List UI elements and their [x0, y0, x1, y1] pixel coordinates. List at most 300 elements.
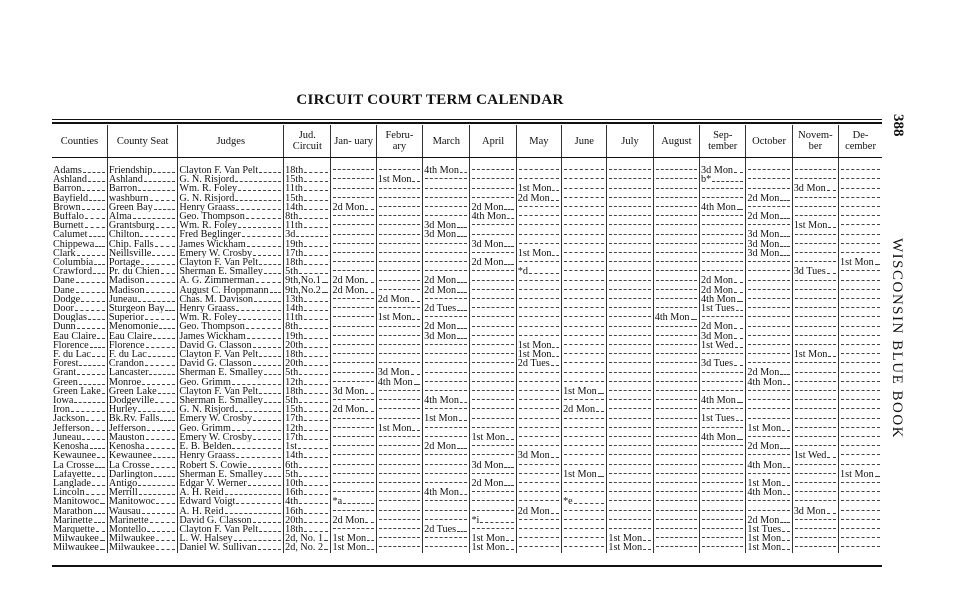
leader-dots — [748, 178, 789, 179]
term-cell — [746, 203, 792, 212]
leader-dots — [94, 513, 105, 514]
leader-dots — [236, 209, 281, 210]
bottom-rule — [52, 565, 882, 567]
leader-dots — [564, 546, 604, 547]
term-cell — [423, 378, 470, 387]
leader-dots — [82, 439, 105, 440]
term-cell — [562, 267, 607, 276]
circuit-cell — [284, 295, 331, 304]
cell-text: 2d Mon — [332, 285, 365, 295]
leader-dots — [379, 280, 420, 281]
term-cell — [839, 158, 882, 176]
leader-dots — [748, 280, 789, 281]
term-cell — [562, 350, 607, 359]
leader-dots — [609, 381, 650, 382]
leader-dots — [425, 482, 467, 483]
leader-dots — [253, 365, 282, 366]
term-cell — [607, 451, 653, 460]
leader-dots — [365, 292, 373, 293]
county-cell — [52, 433, 107, 442]
cell-text: 3d Mon — [517, 451, 550, 461]
cell-text: 2d Mon — [747, 212, 780, 222]
term-cell — [700, 387, 746, 396]
leader-dots — [519, 491, 559, 492]
term-cell — [700, 194, 746, 203]
term-cell — [607, 433, 653, 442]
leader-dots — [304, 430, 328, 431]
judge-cell — [178, 507, 284, 516]
circuit-cell — [284, 534, 331, 543]
leader-dots — [304, 411, 328, 412]
county-cell — [52, 488, 107, 497]
term-cell — [653, 332, 699, 341]
leader-dots — [153, 457, 176, 458]
county-cell — [52, 249, 107, 258]
cell-text: 1st — [285, 442, 298, 452]
term-cell — [700, 258, 746, 267]
term-cell — [516, 341, 561, 350]
term-cell — [376, 507, 422, 516]
leader-dots — [379, 215, 420, 216]
term-cell — [839, 249, 882, 258]
leader-dots — [379, 519, 420, 520]
leader-dots — [841, 234, 880, 235]
term-cell — [562, 461, 607, 470]
term-cell — [792, 350, 838, 359]
term-cell — [331, 350, 376, 359]
term-cell — [700, 405, 746, 414]
term-cell — [839, 497, 882, 506]
term-cell — [376, 405, 422, 414]
leader-dots — [656, 464, 697, 465]
leader-dots — [609, 344, 650, 345]
cell-text: Clayton F. Van Pelt — [179, 165, 259, 176]
leader-dots — [156, 503, 175, 504]
cell-text: F. du Lac — [108, 350, 147, 360]
leader-dots — [795, 372, 836, 373]
leader-dots — [504, 246, 513, 247]
cell-text: 4th Mon — [424, 488, 459, 498]
cell-text: Geo. Thompson — [179, 322, 245, 332]
term-cell — [423, 194, 470, 203]
cell-text: A. G. Zimmerman — [179, 276, 255, 286]
term-cell — [376, 479, 422, 488]
cell-text: 2d Mon — [747, 193, 780, 203]
cell-text: 3d Mon — [377, 368, 410, 378]
leader-dots — [333, 270, 373, 271]
leader-dots — [304, 246, 328, 247]
leader-dots — [304, 181, 328, 182]
cell-text: 3d Mon — [701, 165, 734, 176]
table-row — [52, 433, 882, 442]
term-cell — [516, 194, 561, 203]
term-cell — [516, 516, 561, 525]
leader-dots — [425, 454, 467, 455]
term-cell — [653, 461, 699, 470]
leader-dots — [656, 234, 697, 235]
cell-text: 18th — [285, 524, 304, 535]
term-cell — [839, 258, 882, 267]
leader-dots — [299, 467, 328, 468]
cell-text: 2d Mon — [332, 405, 365, 415]
column-header: Counties — [52, 125, 107, 158]
term-cell — [423, 249, 470, 258]
cell-text: 12th — [285, 423, 304, 433]
leader-dots — [519, 399, 559, 400]
leader-dots — [333, 243, 373, 244]
leader-dots — [609, 399, 650, 400]
circuit-cell — [284, 507, 331, 516]
term-cell — [653, 543, 699, 552]
term-cell — [331, 267, 376, 276]
leader-dots — [529, 273, 559, 274]
term-cell — [376, 258, 422, 267]
term-cell — [792, 286, 838, 295]
leader-dots — [150, 522, 176, 523]
leader-dots — [299, 402, 328, 403]
leader-dots — [472, 188, 513, 189]
county-cell — [52, 276, 107, 285]
term-cell — [331, 497, 376, 506]
term-cell — [792, 424, 838, 433]
term-cell — [792, 304, 838, 313]
term-cell — [423, 212, 470, 221]
county-cell — [52, 203, 107, 212]
page-title: CIRCUIT COURT TERM CALENDAR — [296, 92, 564, 108]
county-seat-cell — [107, 479, 178, 488]
term-cell — [839, 368, 882, 377]
leader-dots — [333, 510, 373, 511]
term-cell — [700, 414, 746, 423]
cell-text: Bk.Rv. Falls — [108, 414, 160, 424]
column-header: October — [746, 125, 792, 158]
cell-text: Door — [53, 304, 74, 314]
term-cell — [516, 212, 561, 221]
term-cell — [376, 194, 422, 203]
leader-dots — [425, 362, 467, 363]
leader-dots — [519, 307, 559, 308]
county-seat-cell — [107, 451, 178, 460]
leader-dots — [248, 485, 281, 486]
term-cell — [516, 497, 561, 506]
term-cell — [470, 387, 516, 396]
cell-text: 3d Mon — [701, 331, 734, 341]
cell-text: 20th — [285, 359, 304, 369]
term-cell — [839, 175, 882, 184]
term-cell — [839, 424, 882, 433]
leader-dots — [795, 178, 836, 179]
county-cell — [52, 368, 107, 377]
leader-dots — [875, 476, 880, 477]
term-cell — [376, 350, 422, 359]
leader-dots — [457, 282, 467, 283]
leader-dots — [411, 301, 420, 302]
circuit-cell — [284, 304, 331, 313]
term-cell — [746, 497, 792, 506]
term-cell — [562, 442, 607, 451]
leader-dots — [82, 190, 105, 191]
leader-dots — [296, 236, 328, 237]
cell-text: 1st Mon — [793, 350, 828, 360]
cell-text: James Wickham — [179, 331, 246, 341]
leader-dots — [247, 338, 281, 339]
cell-text: 4th Mon — [471, 212, 507, 222]
cell-text: Grantsburg — [108, 221, 155, 231]
leader-dots — [782, 549, 790, 550]
term-cell — [653, 451, 699, 460]
leader-dots — [333, 372, 373, 373]
cell-text: 5th — [285, 396, 299, 406]
term-cell — [470, 442, 516, 451]
leader-dots — [656, 326, 697, 327]
term-cell — [607, 175, 653, 184]
cell-text: 1st Mon — [608, 543, 643, 553]
leader-dots — [564, 316, 604, 317]
leader-dots — [146, 347, 176, 348]
leader-dots — [472, 418, 513, 419]
leader-dots — [83, 172, 105, 173]
term-cell — [562, 451, 607, 460]
term-cell — [700, 249, 746, 258]
term-cell — [607, 230, 653, 239]
term-cell — [607, 341, 653, 350]
leader-dots — [795, 326, 836, 327]
county-cell — [52, 230, 107, 239]
leader-dots — [748, 408, 789, 409]
term-cell — [516, 461, 561, 470]
term-cell — [562, 488, 607, 497]
leader-dots — [519, 206, 559, 207]
leader-dots — [782, 485, 790, 486]
term-cell — [562, 286, 607, 295]
term-cell — [331, 230, 376, 239]
leader-dots — [379, 261, 420, 262]
term-cell — [423, 286, 470, 295]
cell-text: Geo. Thompson — [179, 212, 245, 222]
leader-dots — [75, 310, 105, 311]
county-seat-cell — [107, 497, 178, 506]
cell-text: 1st Mon — [563, 469, 597, 479]
leader-dots — [841, 353, 880, 354]
leader-dots — [841, 307, 880, 308]
term-cell — [607, 461, 653, 470]
circuit-cell — [284, 184, 331, 193]
term-cell — [839, 276, 882, 285]
table-row — [52, 304, 882, 313]
cell-text: Kenosha — [53, 442, 89, 452]
term-cell — [470, 350, 516, 359]
leader-dots — [425, 537, 467, 538]
leader-dots — [100, 503, 104, 504]
leader-dots — [841, 188, 880, 189]
judge-cell — [178, 378, 284, 387]
term-cell — [792, 341, 838, 350]
term-cell — [839, 286, 882, 295]
cell-text: 1st Mon — [471, 543, 506, 553]
circuit-cell — [284, 470, 331, 479]
cell-text: Edgar V. Werner — [179, 478, 247, 489]
leader-dots — [97, 338, 105, 339]
leader-dots — [519, 178, 559, 179]
leader-dots — [472, 372, 513, 373]
leader-dots — [94, 522, 105, 523]
cell-text: Bayfield — [53, 193, 89, 203]
term-cell — [331, 295, 376, 304]
cell-text: Green Bay — [108, 202, 153, 213]
leader-dots — [379, 188, 420, 189]
cell-text: Eau Claire — [108, 331, 153, 341]
term-cell — [376, 387, 422, 396]
cell-text: 18th — [285, 386, 304, 397]
term-cell — [700, 378, 746, 387]
leader-dots — [472, 316, 513, 317]
leader-dots — [609, 482, 650, 483]
leader-dots — [153, 338, 175, 339]
leader-dots — [841, 289, 880, 290]
leader-dots — [748, 500, 789, 501]
county-seat-cell — [107, 184, 178, 193]
leader-dots — [519, 381, 559, 382]
leader-dots — [748, 473, 789, 474]
cell-text: E. B. Belden — [179, 442, 232, 452]
term-cell — [839, 433, 882, 442]
leader-dots — [379, 169, 420, 170]
judge-cell — [178, 497, 284, 506]
leader-dots — [748, 353, 789, 354]
cell-text: *a — [332, 497, 343, 507]
leader-dots — [702, 197, 743, 198]
county-cell — [52, 525, 107, 534]
leader-dots — [795, 546, 836, 547]
cell-text: 13th — [285, 294, 304, 305]
leader-dots — [304, 439, 328, 440]
term-cell — [792, 332, 838, 341]
cell-text: 3d — [285, 230, 296, 240]
cell-text: Juneau — [108, 294, 138, 305]
leader-dots — [333, 353, 373, 354]
term-cell — [700, 516, 746, 525]
leader-dots — [333, 178, 373, 179]
term-cell — [376, 488, 422, 497]
leader-dots — [609, 261, 650, 262]
leader-dots — [304, 485, 328, 486]
term-cell — [607, 249, 653, 258]
cell-text: G. N. Risjord — [179, 405, 235, 415]
cell-text: Iron — [53, 405, 70, 415]
term-cell — [470, 461, 516, 470]
county-seat-cell — [107, 203, 178, 212]
leader-dots — [795, 473, 836, 474]
cell-text: Kewaunee — [53, 451, 96, 461]
judge-cell — [178, 543, 284, 552]
county-cell — [52, 267, 107, 276]
cell-text: 11th — [285, 184, 303, 194]
term-cell — [331, 175, 376, 184]
term-cell — [331, 332, 376, 341]
term-cell — [376, 359, 422, 368]
term-cell — [700, 203, 746, 212]
term-cell — [423, 534, 470, 543]
county-seat-cell — [107, 194, 178, 203]
leader-dots — [425, 436, 467, 437]
leader-dots — [379, 390, 420, 391]
term-cell — [516, 332, 561, 341]
term-cell — [700, 313, 746, 322]
term-cell — [746, 479, 792, 488]
term-cell — [746, 461, 792, 470]
term-cell — [607, 470, 653, 479]
cell-text: 1st Mon — [377, 423, 412, 433]
table-row — [52, 414, 882, 423]
term-cell — [516, 230, 561, 239]
leader-dots — [304, 319, 329, 320]
leader-dots — [304, 393, 328, 394]
term-cell — [653, 424, 699, 433]
term-cell — [331, 433, 376, 442]
term-cell — [653, 534, 699, 543]
county-cell — [52, 543, 107, 552]
leader-dots — [712, 181, 743, 182]
county-seat-cell — [107, 534, 178, 543]
leader-dots — [472, 445, 513, 446]
leader-dots — [519, 372, 559, 373]
judge-cell — [178, 433, 284, 442]
leader-dots — [160, 420, 175, 421]
column-header: May — [516, 125, 561, 158]
term-cell — [746, 442, 792, 451]
cell-text: Antigo — [108, 478, 138, 489]
leader-dots — [841, 197, 880, 198]
leader-dots — [79, 365, 104, 366]
cell-text: G. N. Risjord — [179, 193, 235, 203]
term-cell — [331, 341, 376, 350]
term-cell — [331, 516, 376, 525]
term-cell — [792, 258, 838, 267]
leader-dots — [519, 326, 559, 327]
cell-text: Geo. Grimm — [179, 423, 231, 433]
leader-dots — [702, 408, 743, 409]
leader-dots — [457, 310, 467, 311]
cell-text: Madison — [108, 276, 145, 286]
leader-dots — [238, 227, 281, 228]
leader-dots — [472, 353, 513, 354]
term-cell — [792, 488, 838, 497]
leader-dots — [365, 393, 373, 394]
term-cell — [376, 341, 422, 350]
leader-dots — [795, 206, 836, 207]
cell-text: 1st Mon — [840, 469, 874, 479]
table-row — [52, 534, 882, 543]
table-row — [52, 507, 882, 516]
top-rule-thick — [52, 122, 882, 124]
leader-dots — [425, 197, 467, 198]
term-cell — [700, 359, 746, 368]
term-cell — [376, 184, 422, 193]
leader-dots — [146, 292, 176, 293]
leader-dots — [153, 172, 175, 173]
term-cell — [792, 249, 838, 258]
county-seat-cell — [107, 221, 178, 230]
leader-dots — [841, 427, 880, 428]
county-cell — [52, 470, 107, 479]
term-cell — [376, 414, 422, 423]
leader-dots — [145, 365, 175, 366]
cell-text: 3d Mon — [471, 239, 504, 249]
term-cell — [423, 313, 470, 322]
leader-dots — [304, 227, 329, 228]
cell-text: 4th Mon — [701, 202, 736, 213]
leader-dots — [841, 344, 880, 345]
